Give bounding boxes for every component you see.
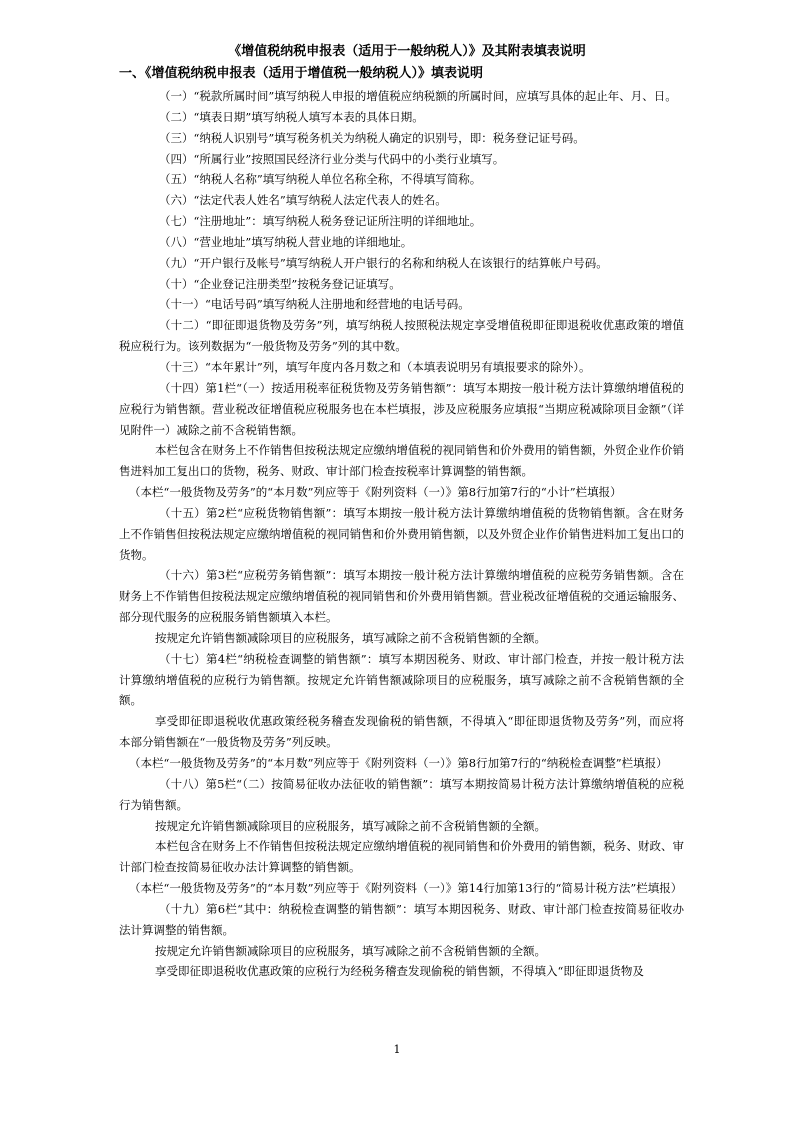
instruction-note: 本栏包含在财务上不作销售但按税法规定应缴纳增值税的视同销售和价外费用的销售额，外贸企业作价销售进料加工复出口的货物，税务、财政、审计部门检查按税率计算调整的销售额。 <box>119 443 684 479</box>
instruction-note: 享受即征即退税收优惠政策的应税行为经税务稽查发现偷税的销售额，不得填入“即征即退货物及 <box>155 964 644 979</box>
instruction-item: （二）“填表日期”填写纳税人填写本表的具体日期。 <box>159 109 424 124</box>
instruction-item: （五）“纳税人名称”填写纳税人单位名称全称，不得填写简称。 <box>159 172 482 187</box>
instruction-item: （十九）第6栏“其中：纳税检查调整的销售额”：填写本期因税务、财政、审计部门检查按简易征收办法计算调整的销售额。 <box>119 901 684 937</box>
instruction-item: （三）“纳税人识别号”填写税务机关为纳税人确定的识别号，即：税务登记证号码。 <box>159 130 585 145</box>
instruction-item: （一）“税款所属时间”填写纳税人申报的增值税应纳税额的所属时间，应填写具体的起止年、月、日。 <box>159 89 677 103</box>
instruction-note: 本栏包含在财务上不作销售但按税法规定应缴纳增值税的视同销售和价外费用的销售额，税务、财政、审计部门检查按简易征收办法计算调整的销售额。 <box>119 839 684 875</box>
instruction-item: （十七）第4栏“纳税检查调整的销售额”：填写本期因税务、财政、审计部门检查，并按一般计税方法计算缴纳增值税的应税行为销售额。按规定允许销售额减除项目的应税服务，填写减除之前不含税销售额的全额。 <box>119 651 684 708</box>
instruction-item: （十五）第2栏“应税货物销售额”：填写本期按一般计税方法计算缴纳增值税的货物销售额。含在财务上不作销售但按税法规定应缴纳增值税的视同销售和价外费用销售额，以及外贸企业作价销售进料加工复出口的货物。 <box>119 505 684 562</box>
page-number: 1 <box>393 1043 401 1056</box>
instruction-item: （七）“注册地址”：填写纳税人税务登记证所注明的详细地址。 <box>159 214 482 229</box>
instruction-note: 按规定允许销售额减除项目的应税服务，填写减除之前不含税销售额的全额。 <box>155 818 546 833</box>
instruction-item: （十二）“即征即退货物及劳务”列，填写纳税人按照税法规定享受增值税即征即退税收优惠政策的增值税应税行为。该列数据为“一般货物及劳务”列的其中数。 <box>119 318 684 354</box>
instruction-item: （十三）“本年累计”列，填写年度内各月数之和（本填表说明另有填报要求的除外）。 <box>159 359 591 374</box>
instruction-formula-note: （本栏“一般货物及劳务”的“本月数”列应等于《附列资料（一）》第8行加第7行的“纳税检查调整”栏填报） <box>129 756 668 770</box>
instruction-item: （十八）第5栏“（二）按简易征收办法征收的销售额”：填写本期按简易计税方法计算缴纳增值税的应税行为销售额。 <box>119 776 684 812</box>
instruction-note: 按规定允许销售额减除项目的应税服务，填写减除之前不含税销售额的全额。 <box>155 943 546 958</box>
instruction-item: （十一）“电话号码”填写纳税人注册地和经营地的电话号码。 <box>159 297 470 312</box>
instruction-note: 按规定允许销售额减除项目的应税服务，填写减除之前不含税销售额的全额。 <box>155 630 546 645</box>
document-title: 《增值税纳税申报表（适用于一般纳税人）》及其附表填表说明 <box>228 44 586 59</box>
instruction-item: （九）“开户银行及帐号”填写纳税人开户银行的名称和纳税人在该银行的结算帐户号码。 <box>159 255 608 270</box>
document-body <box>119 86 684 982</box>
instruction-item: （十六）第3栏“应税劳务销售额”：填写本期按一般计税方法计算缴纳增值税的应税劳务销售额。含在财务上不作销售但按税法规定应缴纳增值税的视同销售和价外费用销售额。营业税改征增值税的交通运输服务、部分现代服务的应税服务销售额填入本栏。 <box>119 568 684 625</box>
instruction-item: （八）“营业地址”填写纳税人营业地的详细地址。 <box>159 234 413 249</box>
instruction-item: （四）“所属行业”按照国民经济行业分类与代码中的小类行业填写。 <box>159 151 505 166</box>
instruction-note: 享受即征即退税收优惠政策经税务稽查发现偷税的销售额，不得填入“即征即退货物及劳务”列，而应将本部分销售额在“一般货物及劳务”列反映。 <box>119 714 684 750</box>
instruction-item: （十四）第1栏“（一）按适用税率征税货物及劳务销售额”：填写本期按一般计税方法计算缴纳增值税的应税行为销售额。营业税改征增值税应税服务也在本栏填报，涉及应税服务应填报“当期应税减除项目金额”（详见附件一）减除之前不含税销售额。 <box>119 380 684 437</box>
instruction-item: （六）“法定代表人姓名”填写纳税人法定代表人的姓名。 <box>159 193 447 208</box>
instruction-formula-note: （本栏“一般货物及劳务”的“本月数”列应等于《附列资料（一）》第14行加第13行的“简易计税方法”栏填报） <box>129 881 683 896</box>
section-heading: 一、《增值税纳税申报表（适用于增值税一般纳税人）》填表说明 <box>119 66 484 81</box>
instruction-formula-note: （本栏“一般货物及劳务”的“本月数”列应等于《附列资料（一）》第8行加第7行的“小计”栏填报） <box>129 485 622 500</box>
instruction-item: （十）“企业登记注册类型”按税务登记证填写。 <box>159 276 401 291</box>
